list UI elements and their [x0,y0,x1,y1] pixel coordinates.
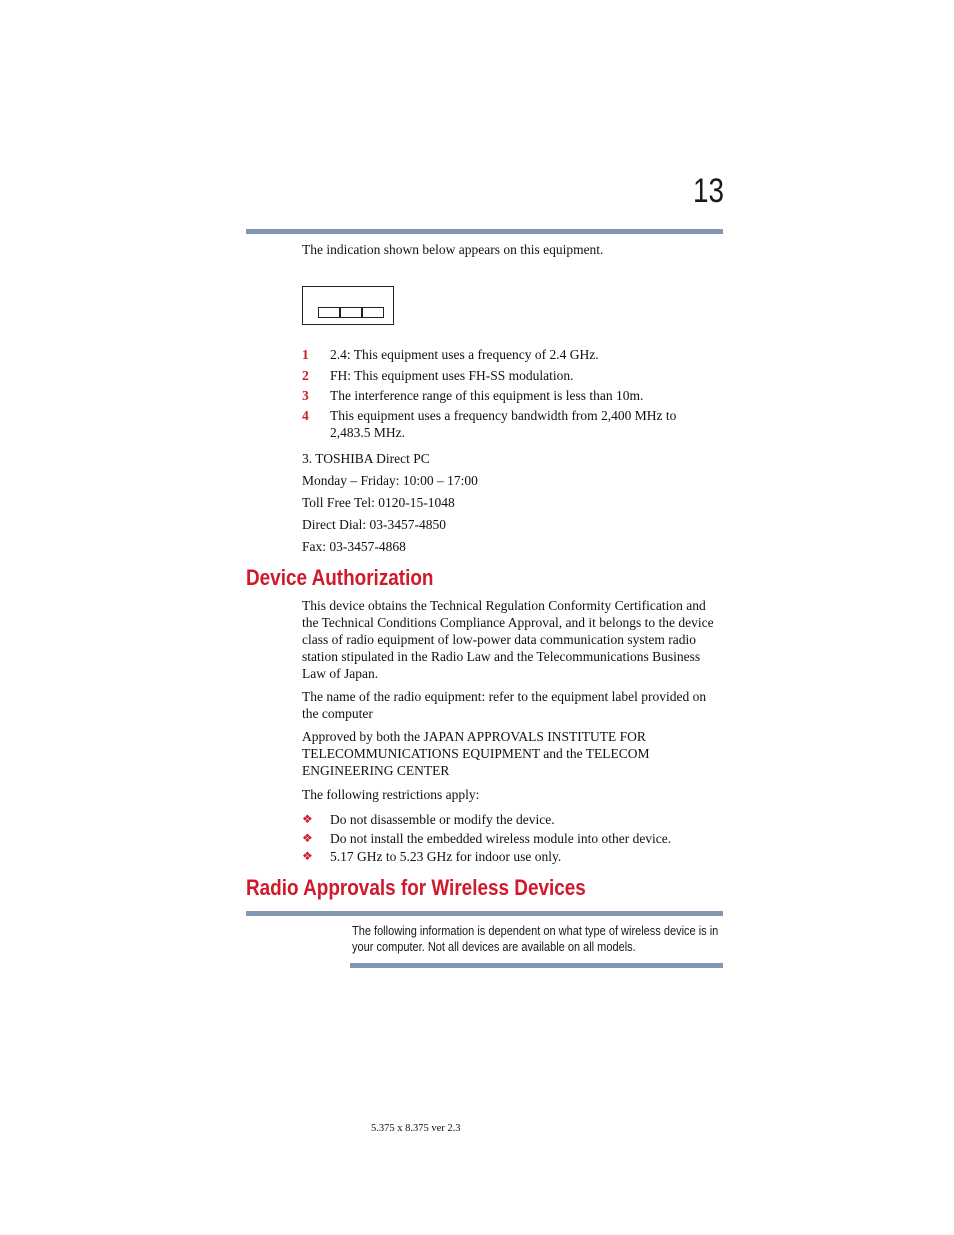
list-number: 1 [302,347,309,362]
list-text: Do not disassemble or modify the device. [330,812,555,827]
equipment-label-figure [302,286,394,325]
list-item [302,346,722,367]
list-text: 2.4: This equipment uses a frequency of 2.4 GHz. [330,347,599,362]
list-item [302,830,724,848]
label-cell-1 [318,307,340,318]
paragraph: Approved by both the JAPAN APPROVALS INSTITUTE FOR TELECOMMUNICATIONS EQUIPMENT and the TELECOM ENGINEERING CENTER [302,729,650,778]
list-text: The interference range of this equipment is less than 10m. [330,388,644,403]
section-heading-radio-approvals: Radio Approvals for Wireless Devices [246,875,586,900]
list-text: Do not install the embedded wireless module into other device. [330,831,672,846]
contact-line: Fax: 03-3457-4868 [302,539,406,554]
intro-text: The indication shown below appears on this equipment. [302,242,604,257]
section-heading-device-authorization: Device Authorization [246,565,434,590]
paragraph: This device obtains the Technical Regulation Conformity Certification and the Technical Conditions Compliance Approval, and it belongs to the device class of radio equipment of low-power data communication system radio station stipulated in the Radio Law and the Telecommunications Business Law of Japan. [302,598,714,681]
list-item [302,387,722,407]
paragraph: The name of the radio equipment: refer to the equipment label provided on the computer [302,689,707,721]
page-number: 13 [692,172,724,210]
note-text: The following information is dependent on what type of wireless device is in your computer. Not all devices are available on all models. [352,924,719,954]
list-text: 5.17 GHz to 5.23 GHz for indoor use only. [330,849,562,864]
device-authorization-body [302,597,724,803]
note-top-rule [246,911,723,916]
bullet-icon: ❖ [302,812,313,826]
paragraph: The following restrictions apply: [302,787,480,802]
label-cell-3 [362,307,384,318]
footer-version: 5.375 x 8.375 ver 2.3 [371,1123,461,1134]
bullet-icon: ❖ [302,831,313,845]
list-number: 2 [302,368,309,383]
contact-line: 3. TOSHIBA Direct PC [302,451,430,466]
bullet-icon: ❖ [302,849,313,863]
list-number: 3 [302,388,309,403]
note-bottom-rule [350,963,723,968]
list-text: This equipment uses a frequency bandwidth from 2,400 MHz to 2,483.5 MHz. [330,408,677,440]
numbered-list [302,346,722,441]
header-rule [246,229,723,234]
contact-line: Toll Free Tel: 0120-15-1048 [302,495,455,510]
contact-line: Monday – Friday: 10:00 – 17:00 [302,473,478,488]
contact-line: Direct Dial: 03-3457-4850 [302,517,446,532]
list-item [302,407,722,441]
list-text: FH: This equipment uses FH-SS modulation. [330,368,574,383]
label-cell-2 [340,307,362,318]
list-item [302,811,724,830]
list-item [302,848,724,866]
restrictions-list [302,811,724,866]
list-item [302,367,722,387]
contact-block [302,448,722,558]
list-number: 4 [302,408,309,423]
